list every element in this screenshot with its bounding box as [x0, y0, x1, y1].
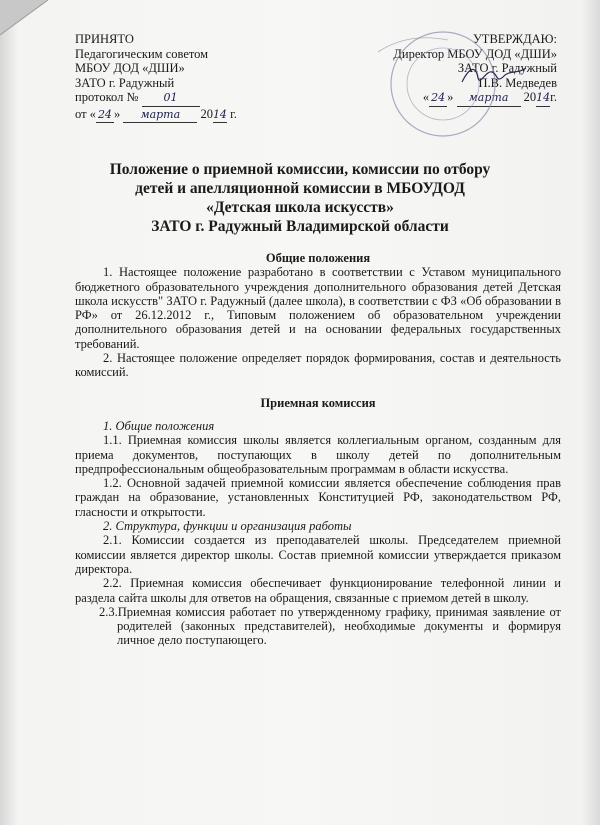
city-label: ЗАТО г. Радужный — [75, 75, 175, 90]
document-title: Положение о приемной комиссии, комиссии по отбору детей и апелляционной комиссии в МБОУДОД «Детская школа искусств» ЗАТО г. Радужный Владимирской области — [109, 161, 491, 235]
org-label: МБОУ ДОД «ДШИ» — [75, 61, 185, 75]
paragraph-1: 1. Настоящее положение разработано в соответствии с Уставом муниципального бюджетного образовательного учреждения дополнительного образования детей Детская школа искусств" ЗАТО г. Радужный (далее школа), в соответствии с ФЗ «Об образовании в РФ» от 26.12.2012 г., Типовым положением об образовательном учреждении дополнительного образования детей и на основании федеральных государственных требований. — [75, 265, 561, 351]
subheading-general: 1. Общие положения — [103, 418, 215, 433]
paragraph-2-2: 2.2. Приемная комиссия обеспечивает функционирование телефонной линии и раздела сайта школы для ответов на обращения, связанные с приемом детей в школу. — [75, 576, 561, 605]
paragraph-2-1: 2.1. Комиссии создается из преподавателей школы. Председателем приемной комиссии является директор школы. Состав приемной комиссии утверждается приказом директора. — [75, 533, 561, 576]
paragraph-1-2: 1.2. Основной задачей приемной комиссии является обеспечение соблюдения прав граждан на образование, установленных Конституцией РФ, законодательством РФ, гласности и открытости. — [75, 476, 561, 519]
page-fold-shadow — [0, 0, 60, 40]
paragraph-2-3: 2.3.Приемная комиссия работает по утвержденному графику, принимая заявление от родителей (законных представителей), необходимые документы и формируя личное дело поступающего. — [99, 604, 561, 648]
paragraph-1-1: 1.1. Приемная комиссия школы является коллегиальным органом, созданным для приема документов, поступающих в школу детей по дополнительным предпрофессиональным общеобразовательным программам в области искусства. — [75, 433, 561, 476]
approve-label: УТВЕРЖДАЮ: — [472, 32, 557, 46]
approval-block-left — [75, 32, 237, 123]
date-line-right: « 24 » марта 2014г. — [393, 90, 557, 107]
paragraph-2: 2. Настоящее положение определяет порядок формирования, состав и деятельность комиссий. — [75, 351, 561, 380]
document-body — [75, 251, 561, 648]
director-signature — [460, 62, 530, 88]
protocol-number: 01 — [142, 91, 200, 107]
council-label: Педагогическим советом — [75, 46, 209, 61]
protocol-line: протокол № 01 — [75, 90, 237, 107]
director-name: П.В. Медведев — [478, 75, 557, 90]
director-label: Директор МБОУ ДОД «ДШИ» — [393, 46, 557, 61]
section-heading-general: Общие положения — [265, 251, 371, 265]
city-label-right: ЗАТО г. Радужный — [457, 61, 557, 75]
accepted-label: ПРИНЯТО — [75, 32, 134, 46]
subheading-structure: 2. Структура, функции и организация работы — [103, 519, 352, 534]
section-heading-admission: Приемная комиссия — [260, 395, 376, 410]
date-line-left: от « 24 » марта 2014 г. — [75, 107, 237, 124]
